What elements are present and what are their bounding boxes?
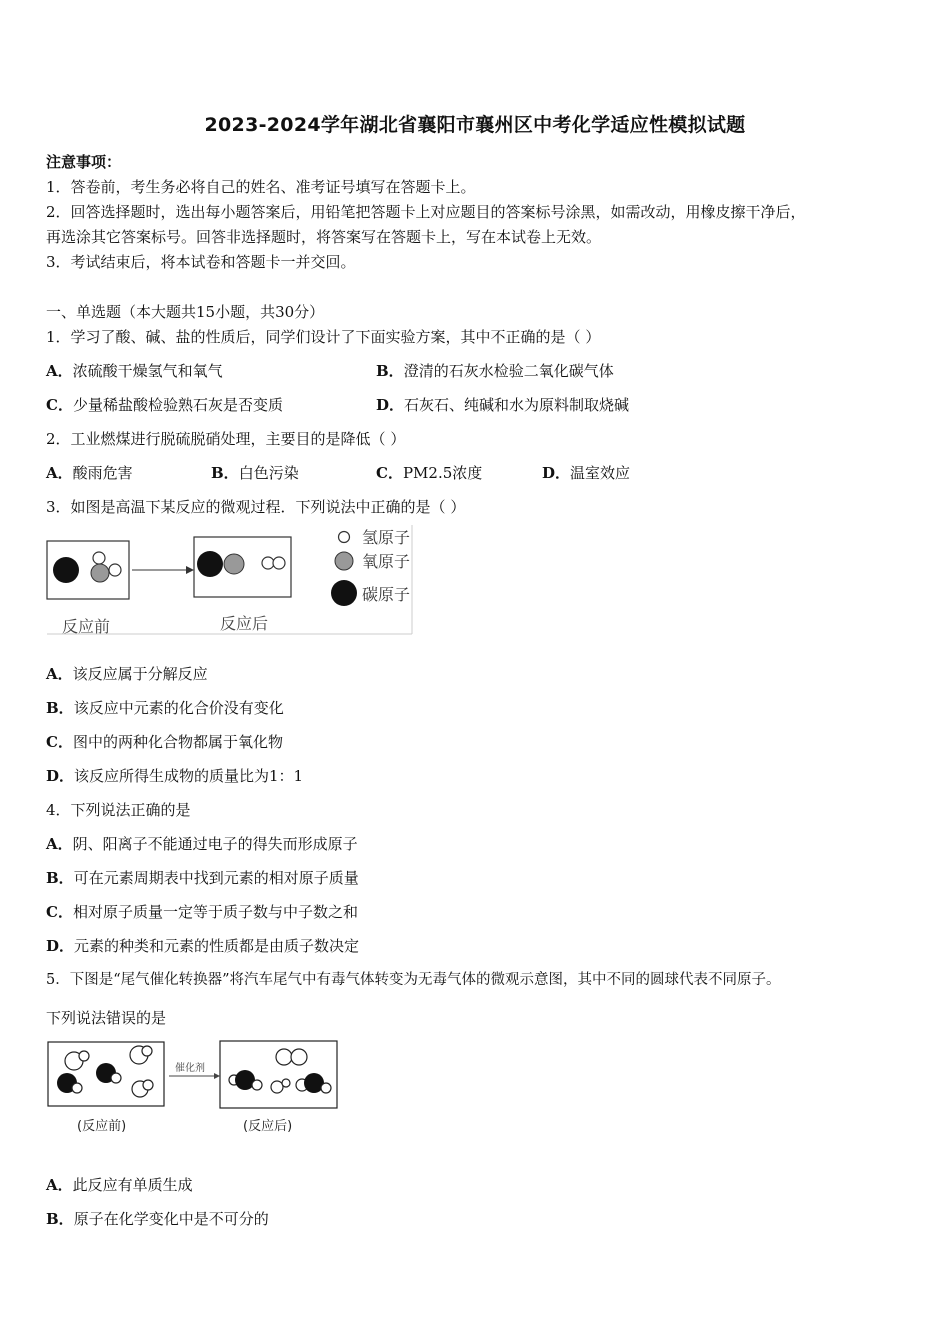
q4-stem: 4．下列说法正确的是	[46, 801, 191, 819]
legend-oxygen-label: 氧原子	[362, 552, 411, 571]
notice-item-2-cont: 再选涂其它答案标号。回答非选择题时，将答案写在答题卡上，写在本试卷上无效。	[46, 228, 602, 246]
q3-option-c: C．图中的两种化合物都属于氧化物	[46, 733, 283, 751]
q1-option-c: C．少量稀盐酸检验熟石灰是否变质	[46, 396, 283, 414]
q2-stem: 2．工业燃煤进行脱硫脱硝处理，主要目的是降低（ ）	[46, 430, 406, 448]
q1-option-b: B．澄清的石灰水检验二氧化碳气体	[376, 362, 614, 380]
atom-icon	[291, 1049, 307, 1065]
q2-option-c: C．PM2.5浓度	[376, 464, 483, 482]
q5-before-label: (反应前)	[77, 1119, 127, 1134]
q1-option-a: A．浓硫酸干燥氢气和氧气	[46, 362, 223, 380]
q3-option-a: A．该反应属于分解反应	[46, 665, 208, 683]
q5-option-b: B．原子在化学变化中是不可分的	[46, 1210, 269, 1228]
atom-icon	[111, 1073, 121, 1083]
atom-icon	[142, 1046, 152, 1056]
q4-option-d: D．元素的种类和元素的性质都是由质子数决定	[46, 937, 360, 955]
q3-stem: 3．如图是高温下某反应的微观过程．下列说法中正确的是（ ）	[46, 498, 466, 516]
notice-item-1: 1．答卷前，考生务必将自己的姓名、准考证号填写在答题卡上。	[46, 178, 476, 196]
hydrogen-atom-icon	[109, 564, 121, 576]
legend-carbon-icon	[331, 580, 357, 606]
hydrogen-atom-icon	[262, 557, 274, 569]
legend-carbon-label: 碳原子	[362, 585, 411, 604]
q4-option-c: C．相对原子质量一定等于质子数与中子数之和	[46, 903, 358, 921]
legend-hydrogen-icon	[339, 532, 350, 543]
hydrogen-atom-icon	[93, 552, 105, 564]
q2-option-a: A．酸雨危害	[46, 464, 133, 482]
legend-oxygen-icon	[335, 552, 353, 570]
q3-reaction-figure	[44, 525, 416, 640]
atom-icon	[143, 1080, 153, 1090]
notice-item-2: 2．回答选择题时，选出每小题答案后，用铅笔把答题卡上对应题目的答案标号涂黑，如需改动，用橡皮擦干净后，	[46, 203, 806, 221]
notice-item-3: 3．考试结束后，将本试卷和答题卡一并交回。	[46, 253, 356, 271]
section-heading: 一、单选题（本大题共15小题，共30分）	[46, 303, 325, 321]
hydrogen-atom-icon	[273, 557, 285, 569]
page-title: 2023-2024学年湖北省襄阳市襄州区中考化学适应性模拟试题	[204, 114, 746, 136]
q5-after-label: (反应后)	[243, 1119, 293, 1134]
atom-icon	[79, 1051, 89, 1061]
q2-option-d: D．温室效应	[542, 464, 631, 482]
q3-option-b: B．该反应中元素的化合价没有变化	[46, 699, 284, 717]
q2-option-b: B．白色污染	[211, 464, 299, 482]
atom-icon	[276, 1049, 292, 1065]
q1-stem: 1．学习了酸、碱、盐的性质后，同学们设计了下面实验方案，其中不正确的是（ ）	[46, 328, 601, 346]
arrow-head-icon	[186, 566, 194, 574]
oxygen-atom-icon	[91, 564, 109, 582]
oxygen-atom-icon	[224, 554, 244, 574]
catalyst-label: 催化剂	[175, 1063, 205, 1074]
atom-icon	[72, 1083, 82, 1093]
q5-stem: 5．下图是“尾气催化转换器”将汽车尾气中有毒气体转变为无毒气体的微观示意图，其中不同的圆球代表不同原子。	[46, 972, 781, 988]
q4-option-b: B．可在元素周期表中找到元素的相对原子质量	[46, 869, 359, 887]
q5-reaction-figure	[44, 1036, 344, 1138]
carbon-atom-icon	[53, 557, 79, 583]
q1-option-d: D．石灰石、纯碱和水为原料制取烧碱	[376, 396, 630, 414]
q3-option-d: D．该反应所得生成物的质量比为1：1	[46, 767, 304, 785]
q5-option-a: A．此反应有单质生成	[46, 1176, 193, 1194]
atom-icon	[321, 1083, 331, 1093]
q3-before-label: 反应前	[62, 617, 111, 636]
q4-option-a: A．阴、阳离子不能通过电子的得失而形成原子	[46, 835, 358, 853]
legend-hydrogen-label: 氢原子	[362, 528, 411, 547]
atom-icon	[252, 1080, 262, 1090]
atom-icon	[271, 1081, 283, 1093]
notice-heading: 注意事项：	[46, 153, 122, 171]
q3-after-label: 反应后	[220, 614, 269, 633]
q5-stem-cont: 下列说法错误的是	[46, 1009, 167, 1027]
carbon-atom-icon	[197, 551, 223, 577]
atom-icon	[282, 1079, 290, 1087]
arrow-head-icon	[214, 1073, 220, 1079]
